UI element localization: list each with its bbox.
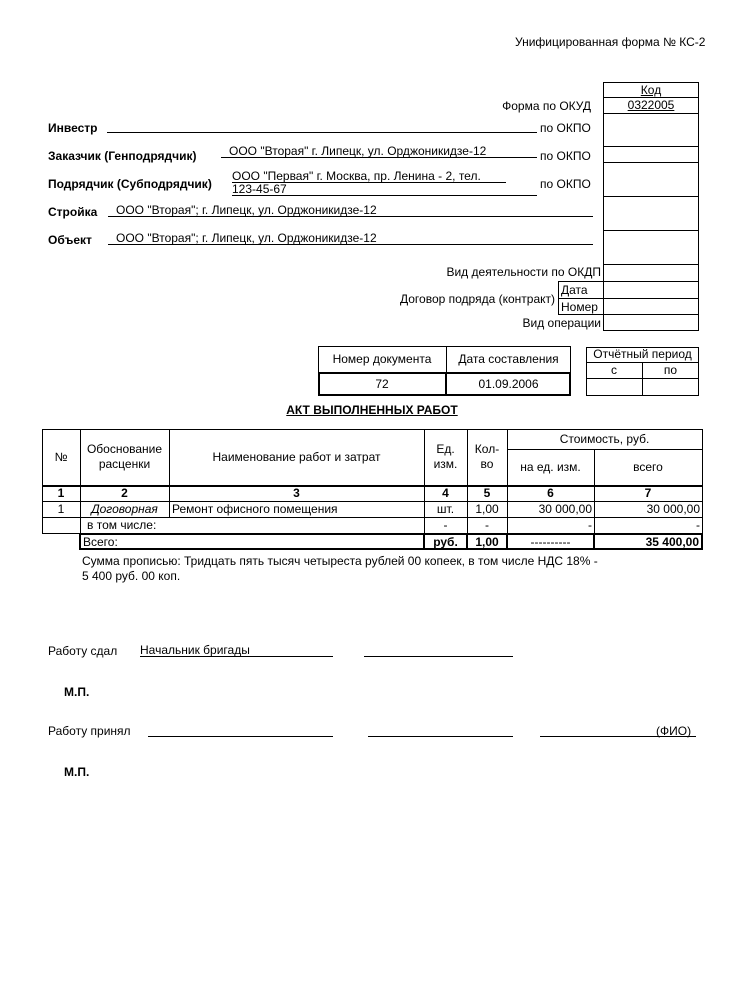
operation-field[interactable] bbox=[603, 314, 699, 331]
act-title: АКТ ВЫПОЛНЕННЫХ РАБОТ bbox=[286, 403, 458, 417]
contractor-okpo-field[interactable] bbox=[603, 162, 699, 196]
row-qty[interactable]: 1,00 bbox=[475, 501, 499, 516]
col-header-basis-line2: расценки bbox=[98, 457, 151, 471]
including-label: в том числе: bbox=[87, 517, 157, 532]
col-header-unit-line2: изм. bbox=[433, 457, 458, 471]
col-header-qty-line1: Кол- bbox=[474, 442, 500, 456]
customer-okpo-field[interactable] bbox=[603, 146, 699, 162]
amount-in-words-line1: Сумма прописью: Тридцать пять тысяч четыреста рублей 00 копеек, в том числе НДС 18% - bbox=[82, 554, 598, 568]
including-price: - bbox=[588, 517, 592, 532]
row-total[interactable]: 30 000,00 bbox=[646, 501, 700, 516]
grand-total-label: Всего: bbox=[83, 534, 118, 549]
customer-okpo-label: по ОКПО bbox=[540, 149, 591, 163]
object-value[interactable]: ООО "Вторая"; г. Липецк, ул. Орджоникидзе-12 bbox=[116, 231, 377, 245]
col-number: 3 bbox=[293, 486, 300, 500]
doc-number-header: Номер документа bbox=[332, 351, 432, 366]
col-header-num: № bbox=[54, 449, 68, 464]
investor-okpo-label: по ОКПО bbox=[540, 121, 591, 135]
col-header-unit-line1: Ед. bbox=[436, 442, 455, 456]
row-num: 1 bbox=[57, 501, 65, 516]
grand-total-qty: 1,00 bbox=[475, 534, 499, 549]
fio-label: (ФИО) bbox=[656, 724, 692, 738]
row-name[interactable]: Ремонт офисного помещения bbox=[172, 501, 338, 516]
col-header-basis bbox=[80, 429, 169, 485]
operation-label: Вид операции bbox=[522, 316, 601, 330]
col-header-unit bbox=[424, 429, 467, 485]
contract-date-label: Дата bbox=[561, 283, 588, 297]
investor-okpo-field[interactable] bbox=[603, 113, 699, 146]
object-code-field[interactable] bbox=[603, 230, 699, 264]
handed-label: Работу сдал bbox=[48, 644, 118, 658]
code-header: Код bbox=[640, 82, 662, 97]
site-code-field[interactable] bbox=[603, 196, 699, 230]
col-number: 1 bbox=[57, 486, 65, 500]
col-header-cost-unit: на ед. изм. bbox=[520, 459, 581, 474]
customer-label: Заказчик (Генподрядчик) bbox=[48, 149, 197, 163]
doc-number-value[interactable]: 72 bbox=[375, 376, 389, 391]
contractor-label: Подрядчик (Субподрядчик) bbox=[48, 177, 212, 191]
contractor-value-line1[interactable]: ООО "Первая" г. Москва, пр. Ленина - 2, тел. bbox=[232, 169, 481, 183]
object-label: Объект bbox=[48, 233, 92, 247]
period-from-field[interactable] bbox=[586, 378, 642, 396]
okud-code-value: 0322005 bbox=[627, 97, 675, 112]
col-header-qty bbox=[467, 429, 507, 485]
contract-number-label: Номер bbox=[561, 300, 598, 314]
okdp-label: Вид деятельности по ОКДП bbox=[446, 265, 601, 279]
handed-position[interactable]: Начальник бригады bbox=[140, 643, 250, 657]
grand-total-price: ---------- bbox=[530, 534, 571, 549]
col-header-basis-line1: Обоснование bbox=[86, 442, 163, 456]
col-number: 4 bbox=[442, 486, 449, 500]
contract-date-field[interactable] bbox=[603, 281, 699, 298]
including-total: - bbox=[696, 517, 700, 532]
contractor-value-line2[interactable]: 123-45-67 bbox=[232, 182, 287, 196]
accepted-position-line[interactable] bbox=[148, 736, 333, 737]
stamp-label-1: М.П. bbox=[64, 685, 90, 699]
col-header-name: Наименование работ и затрат bbox=[212, 449, 381, 464]
stamp-label-2: М.П. bbox=[64, 765, 90, 779]
col-header-qty-line2: во bbox=[480, 457, 494, 471]
okdp-field[interactable] bbox=[603, 264, 699, 281]
contract-number-field[interactable] bbox=[603, 298, 699, 314]
col-number: 7 bbox=[644, 486, 652, 500]
including-unit: - bbox=[443, 517, 448, 532]
grand-total-amount: 35 400,00 bbox=[645, 534, 699, 549]
accepted-signature-line[interactable] bbox=[368, 736, 513, 737]
period-to-label: по bbox=[663, 362, 678, 377]
handed-signature-line[interactable] bbox=[364, 656, 513, 657]
form-title: Унифицированная форма № КС-2 bbox=[515, 35, 706, 49]
col-header-cost: Стоимость, руб. bbox=[559, 431, 650, 446]
period-to-field[interactable] bbox=[642, 378, 699, 396]
accepted-label: Работу принял bbox=[48, 724, 131, 738]
row-price[interactable]: 30 000,00 bbox=[538, 501, 592, 516]
col-header-cost-total: всего bbox=[633, 459, 663, 474]
doc-date-header: Дата составления bbox=[458, 351, 559, 366]
contractor-okpo-label: по ОКПО bbox=[540, 177, 591, 191]
grand-total-unit: руб. bbox=[433, 534, 458, 549]
doc-date-value[interactable]: 01.09.2006 bbox=[478, 376, 539, 391]
row-unit[interactable]: шт. bbox=[436, 501, 455, 516]
customer-value[interactable]: ООО "Вторая" г. Липецк, ул. Орджоникидзе-12 bbox=[229, 144, 487, 158]
including-qty: - bbox=[485, 517, 489, 532]
col-number: 6 bbox=[547, 486, 554, 500]
okud-label: Форма по ОКУД bbox=[502, 99, 591, 113]
period-from-label: с bbox=[611, 362, 617, 377]
col-number: 2 bbox=[121, 486, 128, 500]
investor-label: Инвестр bbox=[48, 121, 98, 135]
site-label: Стройка bbox=[48, 205, 98, 219]
row-basis[interactable]: Договорная bbox=[91, 501, 158, 516]
contract-label: Договор подряда (контракт) bbox=[399, 292, 555, 306]
amount-in-words-line2: 5 400 руб. 00 коп. bbox=[82, 569, 181, 583]
site-value[interactable]: ООО "Вторая"; г. Липецк, ул. Орджоникидзе-12 bbox=[116, 203, 377, 217]
col-number: 5 bbox=[483, 486, 491, 500]
period-header: Отчётный период bbox=[593, 347, 692, 361]
